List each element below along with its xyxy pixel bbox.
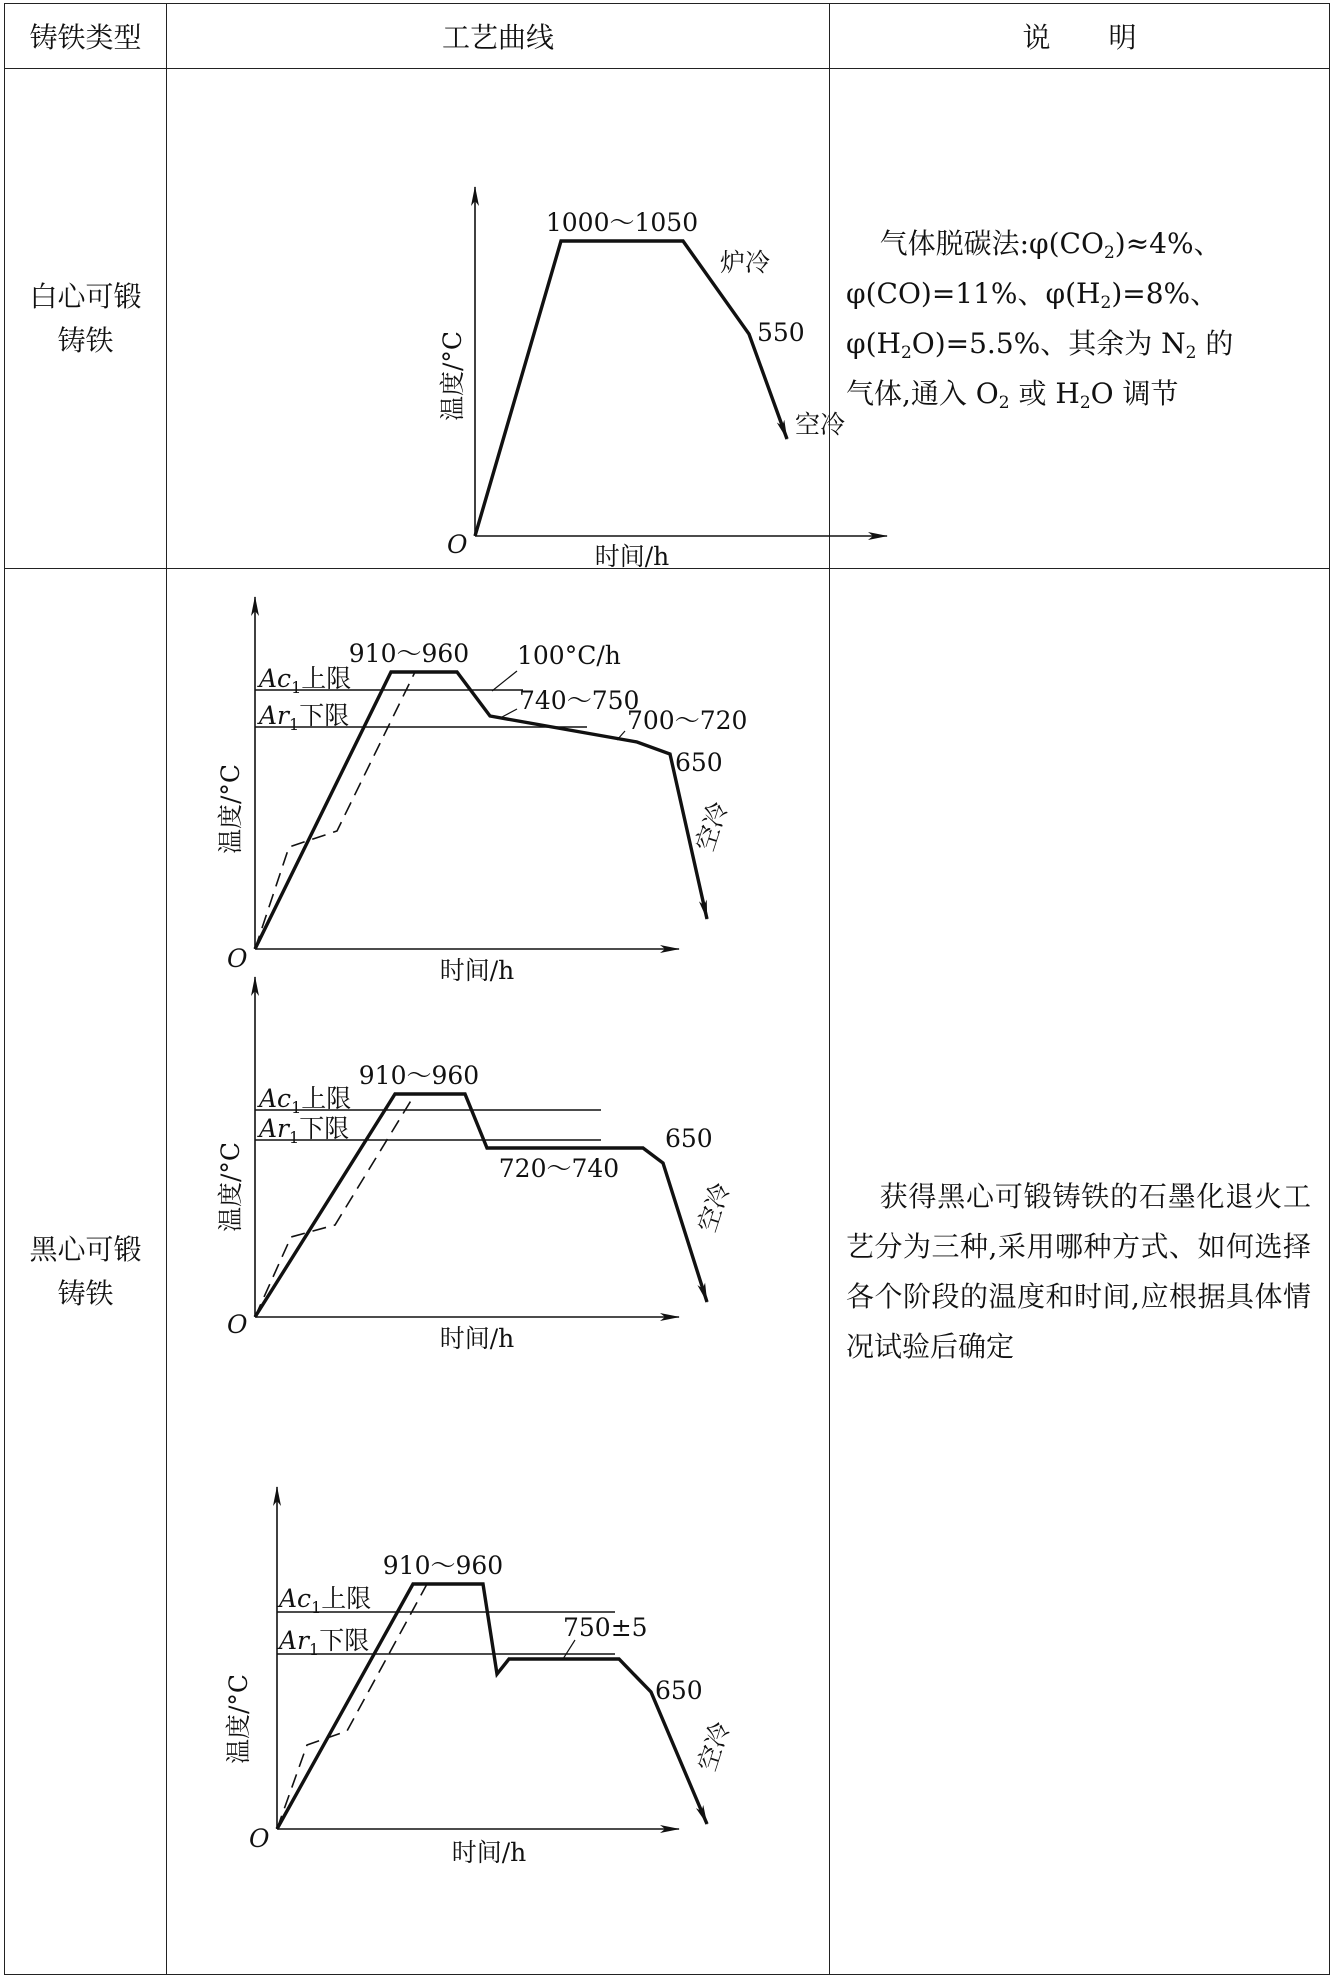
y-axis-label: 温度/°C (216, 1141, 245, 1233)
description-line: 气体脱碳法$:\varphi(CO_2)\approx 4\%$、 (879, 226, 1222, 263)
black-heart-chart-2 (216, 977, 735, 1353)
ac1-label: $Ac_1$上限 (279, 1584, 372, 1617)
table-header-row (5, 4, 1330, 69)
origin-label: O (227, 1310, 248, 1339)
hold-temp-label: 910～960 (382, 1551, 504, 1580)
process-curve-cell (167, 69, 846, 571)
temp-650-label: 650 (665, 1124, 713, 1153)
black-heart-chart-1 (216, 597, 747, 985)
y-axis-label: 温度/°C (216, 763, 245, 855)
y-axis-label: 温度/°C (438, 330, 467, 421)
ac1-label: $Ac_1$上限 (259, 664, 352, 697)
cast-iron-type-line: 黑心可锻 (29, 1232, 142, 1266)
hold-temp-label: 1000～1050 (545, 207, 699, 237)
y-axis-label: 温度/°C (224, 1673, 253, 1765)
air-cool-label: 空冷 (692, 1179, 736, 1236)
temp-650-label: 650 (655, 1676, 703, 1705)
description-cell (830, 569, 1330, 1975)
description-line: φ(CO)=11%、$\varphi(H_2)=8\%$、 (846, 276, 1219, 313)
temp-740-750-label: 740～750 (519, 686, 640, 715)
ar1-label: $Ar_1$下限 (259, 1114, 350, 1147)
description-line: 气体,通入 $O_2$ 或 $H_2O$ 调节 (846, 376, 1179, 413)
annealing-process-table (4, 3, 1330, 1975)
description-cell (830, 69, 1330, 569)
description-line: $\varphi(H_2O)=5.5\%$、其余为 $N_2$ 的 (846, 326, 1234, 363)
process-curve-cell (167, 569, 830, 1975)
cast-iron-type-cell (5, 569, 167, 1975)
black-heart-chart-3 (224, 1487, 735, 1867)
header-cast-iron-type: 铸铁类型 (5, 4, 167, 69)
temp-650-label: 650 (675, 748, 723, 777)
ac1-label: $Ac_1$上限 (259, 1084, 352, 1117)
cast-iron-type-cell (5, 69, 167, 569)
x-axis-label: 时间/h (439, 956, 515, 985)
white-heart-annealing-chart (167, 71, 846, 571)
x-axis-label: 时间/h (439, 1324, 515, 1353)
air-cool-label: 空冷 (795, 409, 846, 439)
rate-leader-line (492, 671, 517, 691)
cool-rate-label: 100°C/h (517, 641, 621, 670)
air-cool-label: 空冷 (692, 1718, 736, 1775)
hold-temp-label: 910～960 (348, 639, 470, 668)
origin-label: O (227, 944, 248, 973)
ar1-label: $Ar_1$下限 (279, 1626, 370, 1659)
hold-temp-label: 910～960 (358, 1061, 480, 1090)
x-axis-label: 时间/h (594, 541, 670, 571)
cast-iron-type-line: 铸铁 (57, 323, 114, 357)
process-curve-line (475, 241, 787, 536)
furnace-cool-label: 炉冷 (720, 247, 771, 277)
temp-550-label: 550 (757, 317, 805, 347)
temp-700-720-label: 700～720 (627, 706, 748, 735)
temp-750-label: 750±5 (563, 1613, 648, 1642)
ar1-label: $Ar_1$下限 (259, 701, 350, 734)
description-text: 获得黑心可锻铸铁的石墨化退火工艺分为三种,采用哪种方式、如何选择各个阶段的温度和时间,应根据具体情况试验后确定 (846, 1179, 1311, 1363)
air-cool-label: 空冷 (690, 798, 734, 855)
cast-iron-type-line: 铸铁 (57, 1276, 114, 1310)
black-heart-annealing-charts (167, 569, 827, 1969)
temp-720-740-label: 720～740 (498, 1154, 620, 1183)
table-row (5, 569, 1330, 1975)
header-description: 说 明 (830, 4, 1330, 69)
table-row (5, 69, 1330, 569)
t2-leader-line (502, 709, 517, 717)
origin-label: O (447, 529, 468, 559)
cast-iron-type-line: 白心可锻 (29, 279, 142, 313)
dashed-reference-curve (277, 1584, 427, 1829)
x-axis-label: 时间/h (451, 1838, 527, 1867)
origin-label: O (249, 1824, 270, 1853)
header-process-curve: 工艺曲线 (167, 4, 830, 69)
t2-leader-line (563, 1640, 575, 1659)
